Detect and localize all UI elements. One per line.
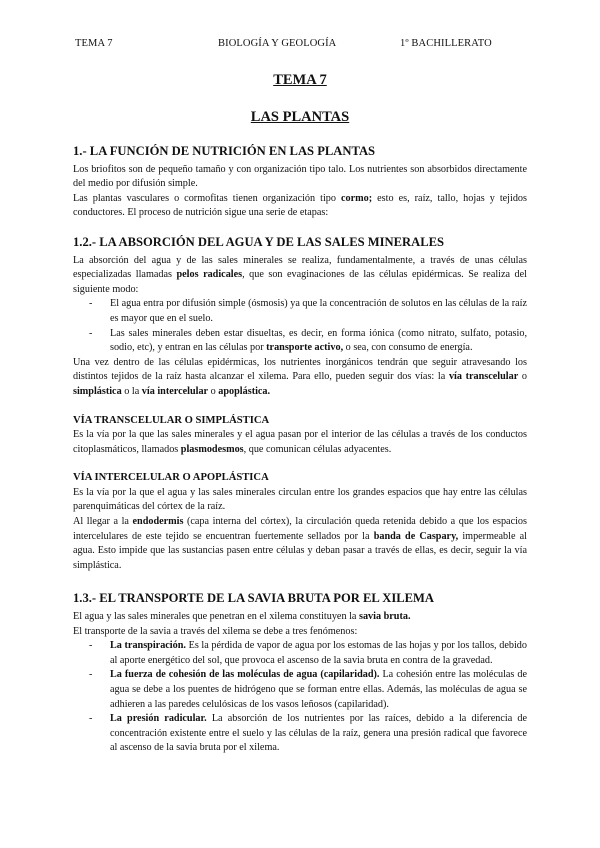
paragraph: Los briofitos son de pequeño tamaño y con organización tipo talo. Los nutrientes son absorbidos directamente del medio por difusión simple. xyxy=(73,163,527,190)
paragraph: El agua y las sales minerales que penetran en el xilema constituyen la savia bruta. xyxy=(73,611,411,623)
section-heading-nutrition: 1.- LA FUNCIÓN DE NUTRICIÓN EN LAS PLANTAS xyxy=(73,144,376,158)
header-right: 1º BACHILLERATO xyxy=(400,38,492,49)
list-item: - Las sales minerales deben estar disueltas, es decir, en forma iónica (como nitrato, sulfato, potasio, sodio, etc), y entran en las células por transporte activo, o sea, con consumo de energía. xyxy=(73,327,527,356)
header-left: TEMA 7 xyxy=(75,38,113,49)
list-item: - La transpiración. Es la pérdida de vapor de agua por los estomas de las hojas y por los tallos, debido al aporte energético del sol, que provoca el ascenso de la savia bruta en contra de la gravedad. xyxy=(73,639,527,668)
paragraph: El transporte de la savia a través del xilema se debe a tres fenómenos: xyxy=(73,625,358,637)
paragraph: Al llegar a la endodermis (capa interna del córtex), la circulación queda retenida debido a que los espacios intercelulares de este tejido se encuentran fuertemente sellados por la banda de Caspary, impermeable al agua. Esto impide que las sustancias pasen entre células y deban pasar a través de ellas, es decir, seguir la vía simplástica. xyxy=(73,516,528,571)
section-heading-xylem-transport: 1.3.- EL TRANSPORTE DE LA SAVIA BRUTA POR EL XILEMA xyxy=(73,591,435,606)
list-item: - El agua entra por difusión simple (ósmosis) ya que la concentración de solutos en las células de la raíz es mayor que en el suelo. xyxy=(73,297,527,326)
header-center: BIOLOGÍA Y GEOLOGÍA xyxy=(218,38,337,49)
bullet-list xyxy=(73,639,527,756)
section-heading-absorption: 1.2.- LA ABSORCIÓN DEL AGUA Y DE LAS SALES MINERALES xyxy=(73,234,445,249)
paragraph: Las plantas vasculares o cormofitas tienen organización tipo cormo; esto es, raíz, tallo, hojas y tejidos conductores. El proceso de nutrición sigue una serie de etapas: xyxy=(73,192,527,219)
paragraph: Es la vía por la que las sales minerales y el agua pasan por el interior de las células a través de los conductos citoplasmáticos, llamados plasmodesmos, que comunican células adyacentes. xyxy=(73,429,527,455)
subsection-heading-transcellular: VÍA TRANSCELULAR O SIMPLÁSTICA xyxy=(73,414,270,426)
paragraph: Es la vía por la que el agua y las sales minerales circulan entre los grandes espacios que hay entre las células parenquimáticas del córtex de la raíz. xyxy=(73,486,527,513)
document-subtitle: LAS PLANTAS xyxy=(250,109,350,125)
document-body xyxy=(73,144,527,756)
paragraph: Una vez dentro de las células epidérmicas, los nutrientes inorgánicos tendrán que seguir atravesando los distintos tejidos de la raíz hasta alcanzar el xilema. Para ello, pueden seguir dos vías: la vía transcelular o simplástica o la vía intercelular o apoplástica. xyxy=(73,356,528,397)
subsection-heading-intercellular: VÍA INTERCELULAR O APOPLÁSTICA xyxy=(73,472,269,484)
list-item: - La fuerza de cohesión de las moléculas de agua (capilaridad). La cohesión entre las moléculas de agua se debe a los puentes de hidrógeno que se forman entre ellas. Además, las moléculas de agua se adhieren a las paredes celulósicas de los vasos leñosos (capilaridad). xyxy=(73,668,527,712)
paragraph: La absorción del agua y de las sales minerales se realiza, fundamentalmente, a través de unas células especializadas llamadas pelos radicales, que son evaginaciones de las células epidérmicas. Se realiza del siguiente modo: xyxy=(73,254,527,295)
list-item: - La presión radicular. La absorción de los nutrientes por las raíces, debido a la diferencia de concentración existente entre el suelo y las células de la raíz, genera una presión radical que favorece al ascenso de la savia bruta por el xilema. xyxy=(73,712,527,756)
bullet-list xyxy=(73,297,527,355)
document-title: TEMA 7 xyxy=(273,72,327,88)
